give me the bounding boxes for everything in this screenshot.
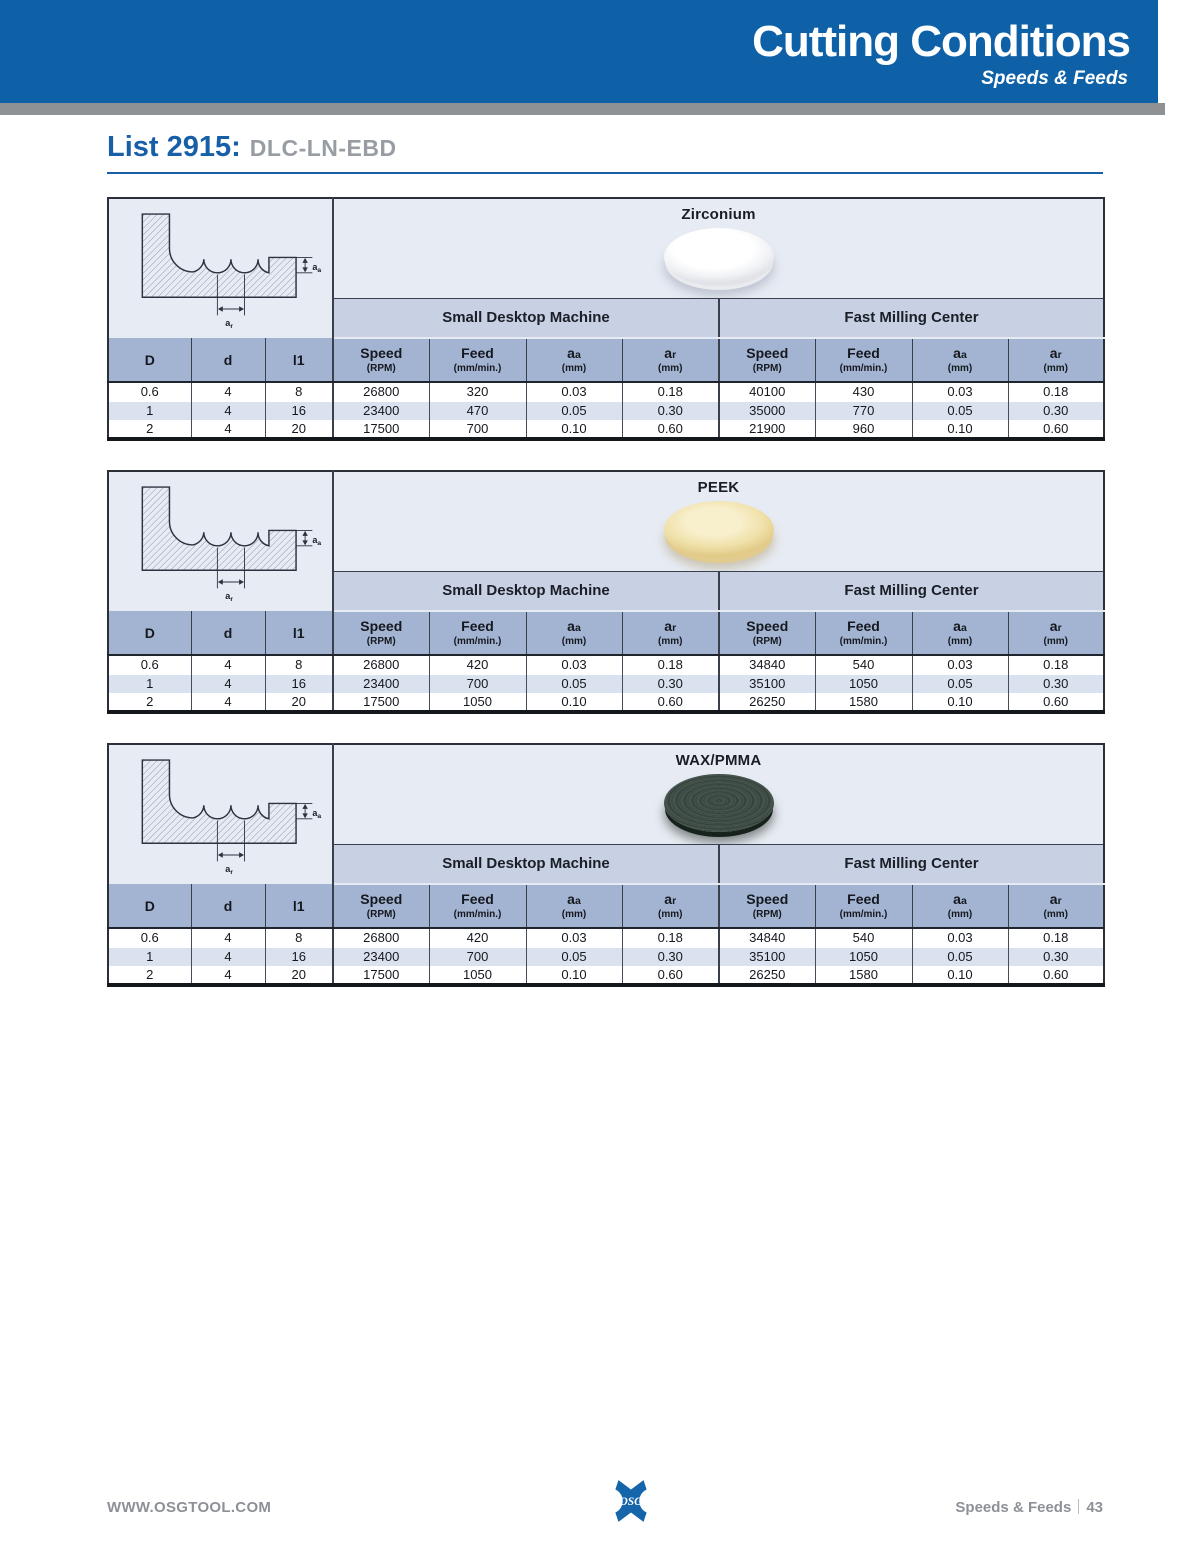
column-header: ar (mm) [622,884,719,928]
value-cell: 0.6 [108,928,191,947]
footer-website: WWW.OSGTOOL.COM [107,1499,272,1516]
ar-label: $a_r$ [224,317,233,330]
value-cell: 320 [429,382,526,401]
dim-header: D [108,884,191,928]
value-cell: 0.30 [1008,947,1104,966]
machine-group-fast-milling: Fast Milling Center [719,844,1104,884]
value-cell: 1 [108,401,191,420]
value-cell: 17500 [333,966,429,985]
dim-header: D [108,338,191,382]
value-cell: 1050 [815,674,912,693]
value-cell: 26800 [333,655,429,674]
column-header: Speed (RPM) [333,884,429,928]
value-cell: 1580 [815,966,912,985]
value-cell: 26250 [719,693,815,712]
value-cell: 0.03 [526,382,622,401]
value-cell: 4 [191,382,265,401]
value-cell: 700 [429,674,526,693]
column-header: Speed (RPM) [719,884,815,928]
value-cell: 4 [191,655,265,674]
table-row [108,966,1104,985]
value-cell: 23400 [333,674,429,693]
column-header: Feed (mm/min.) [815,611,912,655]
value-cell: 4 [191,420,265,439]
value-cell: 17500 [333,420,429,439]
column-header: aa (mm) [526,884,622,928]
value-cell: 0.03 [912,655,1008,674]
value-cell: 0.60 [622,420,719,439]
value-cell: 0.60 [1008,966,1104,985]
aa-label: $a_a$ [311,261,321,274]
value-cell: 20 [265,420,333,439]
value-cell: 770 [815,401,912,420]
value-cell: 4 [191,674,265,693]
material-name: PEEK [697,479,740,496]
column-header-row [108,884,1104,928]
footer-page-info [107,1499,1103,1516]
aa-dimension [296,803,312,818]
ar-label: $a_r$ [224,863,233,876]
value-cell: 0.18 [1008,655,1104,674]
dim-header: l1 [265,611,333,655]
value-cell: 0.18 [1008,382,1104,401]
table-row [108,693,1104,712]
value-cell: 700 [429,947,526,966]
tables-area [107,197,1103,1016]
value-cell: 23400 [333,401,429,420]
column-header: aa (mm) [526,338,622,382]
machine-group-fast-milling: Fast Milling Center [719,571,1104,611]
material-disc [664,228,774,286]
column-header: ar (mm) [1008,338,1104,382]
value-cell: 35100 [719,674,815,693]
value-cell: 0.10 [912,420,1008,439]
value-cell: 0.05 [912,947,1008,966]
value-cell: 0.18 [1008,928,1104,947]
value-cell: 0.30 [1008,674,1104,693]
value-cell: 4 [191,401,265,420]
value-cell: 0.10 [912,693,1008,712]
value-cell: 540 [815,928,912,947]
aa-dimension [296,257,312,272]
value-cell: 4 [191,693,265,712]
dim-header: l1 [265,338,333,382]
value-cell: 1 [108,947,191,966]
value-cell: 21900 [719,420,815,439]
value-cell: 700 [429,420,526,439]
column-header: Feed (mm/min.) [429,884,526,928]
value-cell: 35000 [719,401,815,420]
cutting-conditions-table [107,197,1105,441]
value-cell: 26250 [719,966,815,985]
value-cell: 0.30 [622,947,719,966]
page-subtitle: Speeds & Feeds [981,68,1128,89]
value-cell: 34840 [719,655,815,674]
column-header: ar (mm) [622,611,719,655]
value-cell: 430 [815,382,912,401]
value-cell: 1580 [815,693,912,712]
material-title-cell [333,471,1104,571]
value-cell: 0.05 [526,947,622,966]
tool-diagram-cell [108,744,333,884]
aa-label: $a_a$ [311,534,321,547]
table-row [108,420,1104,439]
value-cell: 35100 [719,947,815,966]
column-header: Speed (RPM) [719,338,815,382]
value-cell: 0.18 [622,382,719,401]
value-cell: 420 [429,928,526,947]
cutting-conditions-table [107,743,1105,987]
list-heading [107,131,1103,174]
dim-header: d [191,338,265,382]
material-name: Zirconium [681,206,756,223]
tool-profile [142,214,296,297]
value-cell: 0.18 [622,928,719,947]
material-title-cell [333,198,1104,298]
material-title-row [108,198,1104,298]
value-cell: 20 [265,693,333,712]
dim-header: d [191,611,265,655]
table-row [108,655,1104,674]
column-header: Speed (RPM) [719,611,815,655]
material-disc [664,774,774,832]
value-cell: 34840 [719,928,815,947]
value-cell: 1 [108,674,191,693]
value-cell: 0.60 [622,966,719,985]
column-header: Speed (RPM) [333,611,429,655]
value-cell: 960 [815,420,912,439]
machine-group-small-desktop: Small Desktop Machine [333,298,719,338]
column-header: aa (mm) [912,611,1008,655]
value-cell: 4 [191,947,265,966]
dim-header: l1 [265,884,333,928]
machine-group-small-desktop: Small Desktop Machine [333,844,719,884]
column-header: aa (mm) [912,884,1008,928]
value-cell: 0.10 [912,966,1008,985]
value-cell: 2 [108,420,191,439]
value-cell: 420 [429,655,526,674]
value-cell: 0.30 [1008,401,1104,420]
value-cell: 540 [815,655,912,674]
value-cell: 2 [108,966,191,985]
value-cell: 16 [265,674,333,693]
value-cell: 8 [265,928,333,947]
value-cell: 0.05 [912,401,1008,420]
column-header: aa (mm) [912,338,1008,382]
column-header: aa (mm) [526,611,622,655]
ar-label: $a_r$ [224,590,233,603]
value-cell: 8 [265,382,333,401]
tool-profile [142,760,296,843]
tool-profile [142,487,296,570]
column-header: Feed (mm/min.) [429,611,526,655]
value-cell: 0.10 [526,966,622,985]
value-cell: 0.03 [912,382,1008,401]
value-cell: 16 [265,401,333,420]
value-cell: 0.03 [526,928,622,947]
value-cell: 4 [191,928,265,947]
material-name: WAX/PMMA [675,752,762,769]
footer-section-label: Speeds & Feeds [955,1499,1072,1516]
value-cell: 470 [429,401,526,420]
column-header: Feed (mm/min.) [429,338,526,382]
tool-diagram-cell [108,198,333,338]
value-cell: 0.60 [622,693,719,712]
value-cell: 1050 [815,947,912,966]
value-cell: 0.05 [526,674,622,693]
page-title: Cutting Conditions [752,17,1130,66]
value-cell: 0.10 [526,693,622,712]
page-header-band [0,0,1158,103]
value-cell: 40100 [719,382,815,401]
table-row [108,674,1104,693]
dim-header: D [108,611,191,655]
value-cell: 16 [265,947,333,966]
table-row [108,928,1104,947]
value-cell: 2 [108,693,191,712]
material-title-cell [333,744,1104,844]
column-header: ar (mm) [622,338,719,382]
material-disc [664,501,774,559]
column-header-row [108,338,1104,382]
column-header-row [108,611,1104,655]
value-cell: 0.18 [622,655,719,674]
cutting-conditions-table [107,470,1105,714]
cutting-profile-diagram [117,203,325,330]
dim-header: d [191,884,265,928]
value-cell: 23400 [333,947,429,966]
value-cell: 0.6 [108,382,191,401]
value-cell: 0.60 [1008,420,1104,439]
column-header: Feed (mm/min.) [815,338,912,382]
value-cell: 0.10 [526,420,622,439]
value-cell: 0.03 [526,655,622,674]
table-row [108,382,1104,401]
aa-dimension [296,530,312,545]
tool-diagram-cell [108,471,333,611]
value-cell: 0.30 [622,401,719,420]
value-cell: 0.03 [912,928,1008,947]
value-cell: 8 [265,655,333,674]
series-code: DLC-LN-EBD [249,135,397,161]
table-row [108,947,1104,966]
table-row [108,401,1104,420]
header-divider-stripe [0,103,1165,115]
value-cell: 1050 [429,693,526,712]
value-cell: 17500 [333,693,429,712]
aa-label: $a_a$ [311,807,321,820]
value-cell: 26800 [333,382,429,401]
list-number: List 2915: [107,131,241,163]
column-header: ar (mm) [1008,884,1104,928]
footer-separator [1078,1499,1079,1514]
value-cell: 0.05 [912,674,1008,693]
value-cell: 0.05 [526,401,622,420]
machine-group-small-desktop: Small Desktop Machine [333,571,719,611]
column-header: Speed (RPM) [333,338,429,382]
value-cell: 0.30 [622,674,719,693]
footer-page-number: 43 [1086,1499,1103,1516]
value-cell: 0.6 [108,655,191,674]
cutting-profile-diagram [117,476,325,603]
value-cell: 4 [191,966,265,985]
column-header: ar (mm) [1008,611,1104,655]
value-cell: 1050 [429,966,526,985]
value-cell: 20 [265,966,333,985]
column-header: Feed (mm/min.) [815,884,912,928]
osg-logo-text: OSG [619,1496,643,1509]
value-cell: 0.60 [1008,693,1104,712]
cutting-profile-diagram [117,749,325,876]
machine-group-fast-milling: Fast Milling Center [719,298,1104,338]
material-title-row [108,471,1104,571]
value-cell: 26800 [333,928,429,947]
material-title-row [108,744,1104,844]
